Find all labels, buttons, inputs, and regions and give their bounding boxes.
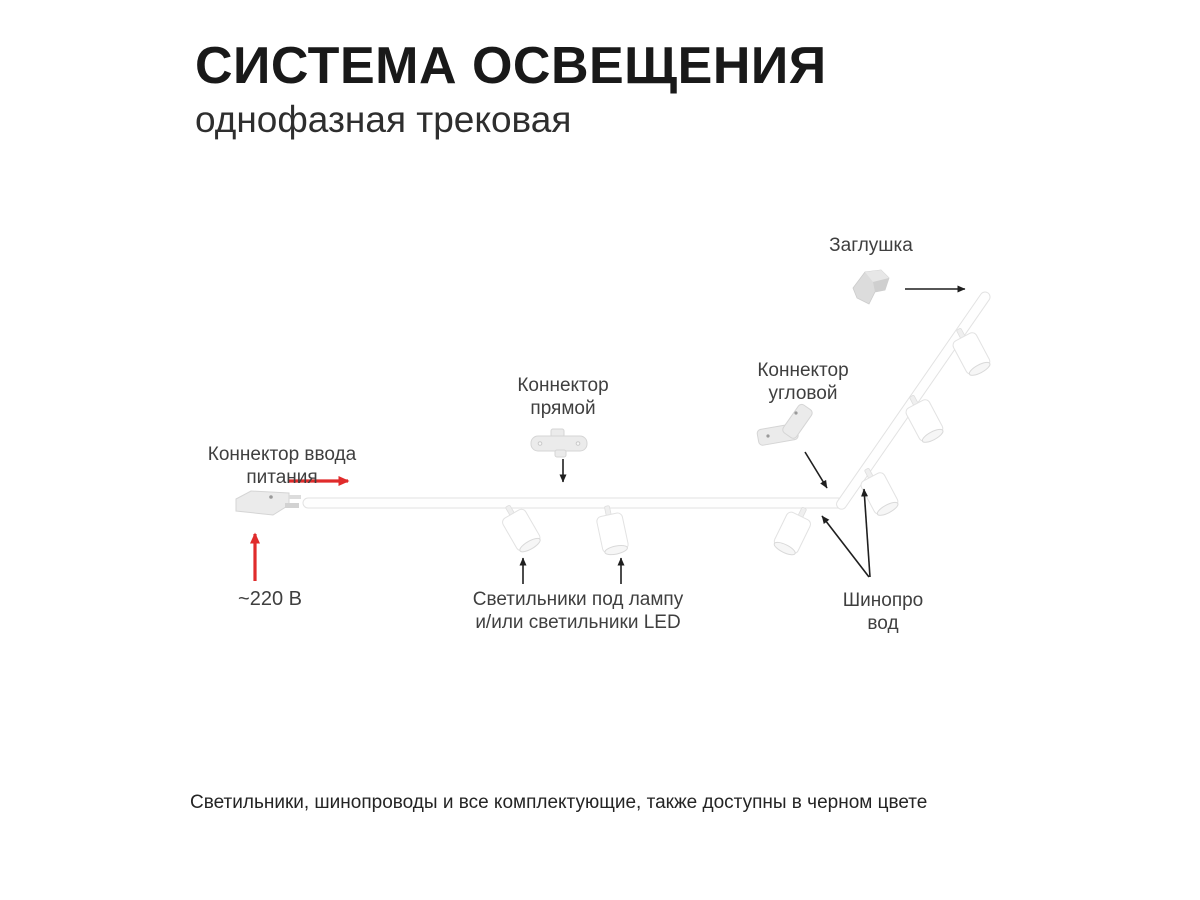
label-spotlights: Светильники под лампу и/или светильники LED <box>472 589 684 633</box>
power-input-connector-icon <box>236 491 301 515</box>
straight-connector-icon <box>531 429 587 457</box>
page-subtitle: однофазная трековая <box>195 99 572 140</box>
arrow-corner-connector <box>805 452 827 488</box>
arrow-track-horizontal <box>822 516 869 577</box>
endcap-icon <box>853 270 889 304</box>
label-corner-connector: Коннектор угловой <box>757 360 849 404</box>
label-endcap: Заглушка <box>829 235 913 256</box>
track-horizontal <box>303 498 843 508</box>
label-power-input: Коннектор ввода питания <box>207 444 357 488</box>
label-straight-connector: Коннектор прямой <box>517 375 609 419</box>
label-track: Шинопро вод <box>842 590 924 634</box>
label-voltage: ~220 В <box>238 588 302 610</box>
spotlight <box>594 503 630 556</box>
footer-note: Светильники, шинопроводы и все комплектующие, также доступны в черном цвете <box>190 792 928 813</box>
spotlight <box>771 502 816 557</box>
corner-connector-icon <box>757 403 814 446</box>
page-title: СИСТЕМА ОСВЕЩЕНИЯ <box>195 37 827 95</box>
